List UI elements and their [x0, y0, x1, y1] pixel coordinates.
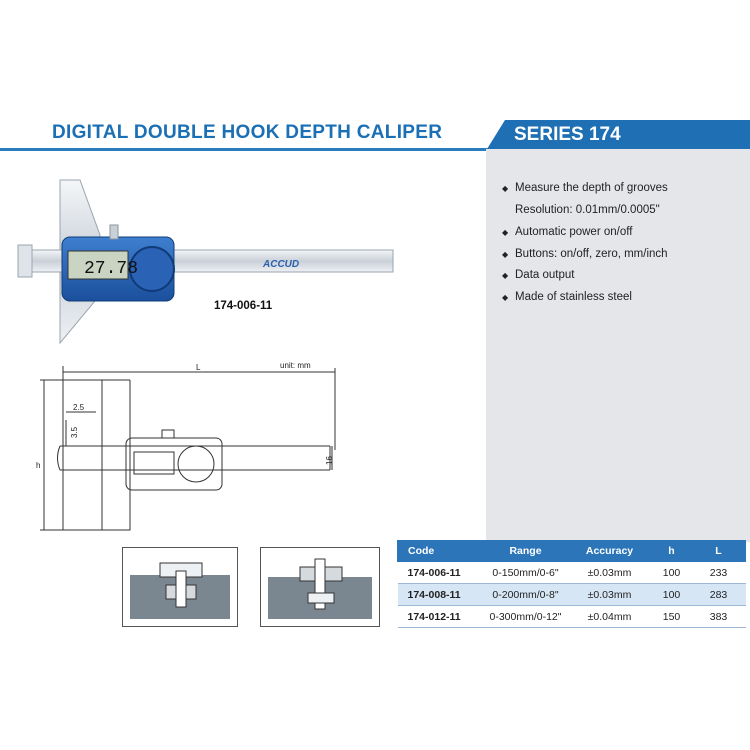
feature-item: ◆ Automatic power on/off	[502, 226, 633, 238]
cell-code: 174-008-11	[398, 584, 484, 606]
col-header-l: L	[692, 541, 746, 562]
usage-illustration-inner	[122, 547, 238, 627]
header-rule	[0, 148, 490, 151]
feature-item: Resolution: 0.01mm/0.0005"	[515, 204, 660, 216]
dim-L: L	[196, 363, 201, 372]
usage-illustration-outer	[260, 547, 380, 627]
cell-range: 0-150mm/0-6"	[484, 562, 568, 584]
lcd-reading: 27.78	[84, 259, 139, 279]
dim-16: 16	[325, 456, 334, 465]
unit-label: unit: mm	[280, 361, 311, 370]
cell-accuracy: ±0.03mm	[568, 584, 652, 606]
cell-accuracy: ±0.03mm	[568, 562, 652, 584]
col-header-code: Code	[398, 541, 484, 562]
cell-code: 174-006-11	[398, 562, 484, 584]
cell-l: 233	[692, 562, 746, 584]
brand-logo: ACCUD	[263, 259, 300, 270]
spec-table	[397, 540, 746, 628]
page-title: DIGITAL DOUBLE HOOK DEPTH CALIPER	[52, 122, 443, 143]
col-header-range: Range	[484, 541, 568, 562]
table-row	[398, 606, 746, 628]
cell-l: 383	[692, 606, 746, 628]
table-row	[398, 584, 746, 606]
cell-h: 100	[652, 584, 692, 606]
cell-range: 0-200mm/0-8"	[484, 584, 568, 606]
cell-code: 174-012-11	[398, 606, 484, 628]
cell-l: 283	[692, 584, 746, 606]
dim-3-5: 3.5	[70, 426, 79, 438]
dimension-drawing	[30, 360, 360, 540]
col-header-accuracy: Accuracy	[568, 541, 652, 562]
dim-2-5: 2.5	[73, 403, 85, 412]
feature-item: ◆ Made of stainless steel	[502, 291, 632, 303]
series-label: SERIES 174	[514, 124, 621, 145]
caliper-photo	[10, 175, 400, 350]
feature-item: ◆ Measure the depth of grooves	[502, 182, 668, 194]
feature-item: ◆ Buttons: on/off, zero, mm/inch	[502, 248, 668, 260]
cell-h: 150	[652, 606, 692, 628]
product-code: 174-006-11	[214, 300, 273, 312]
cell-range: 0-300mm/0-12"	[484, 606, 568, 628]
feature-item: ◆ Data output	[502, 269, 575, 281]
table-row	[398, 562, 746, 584]
dim-h: h	[36, 461, 41, 470]
cell-accuracy: ±0.04mm	[568, 606, 652, 628]
col-header-h: h	[652, 541, 692, 562]
table-header-row	[398, 541, 746, 562]
cell-h: 100	[652, 562, 692, 584]
